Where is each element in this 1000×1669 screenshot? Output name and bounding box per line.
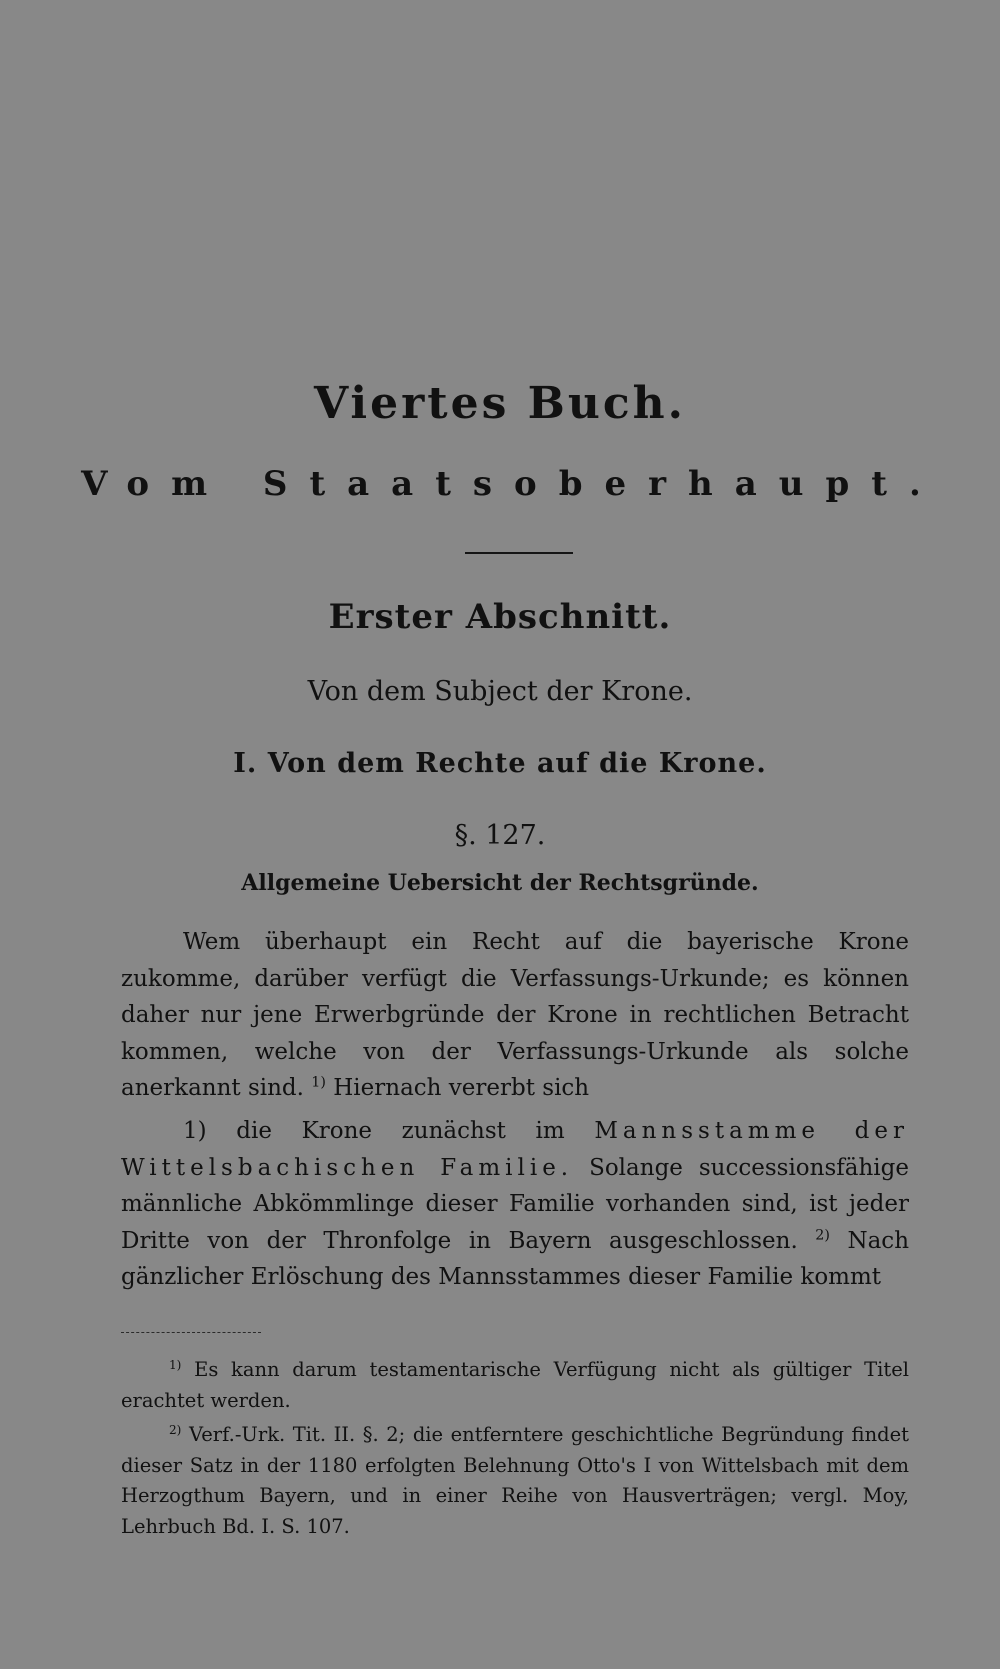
part-title: I. Von dem Rechte auf die Krone. xyxy=(233,748,767,779)
emphasized-spaced-text: Mannsstamme der Wittelsbachischen Familie. xyxy=(121,1118,909,1181)
body-paragraph-1 xyxy=(121,924,909,1107)
section-subtitle: Von dem Subject der Krone. xyxy=(307,676,693,707)
section-title: Erster Abschnitt. xyxy=(328,597,672,637)
body-paragraph-1-text: Wem überhaupt ein Recht auf die bayerische Krone zukomme, darüber verfügt die Verfassungs-Urkunde; es können daher nur jene Erwerbgründe der Krone in rechtlichen Betracht kommen, welche von der Verfassungs-Urkunde als solche anerkannt sind. xyxy=(121,929,909,1101)
body-paragraph-2-text-b: Solange successionsfähige männliche Abkömmlinge dieser Familie vorhanden sind, ist jeder Dritte von der Thronfolge in Bayern ausgeschlossen. xyxy=(121,1154,909,1254)
body-paragraph-2-tail: Nach gänzlicher Erlöschung des Mannsstammes dieser Familie kommt xyxy=(121,1227,910,1290)
paragraph-number: §. 127. xyxy=(454,820,546,851)
footnote-reference-1: 1) xyxy=(311,1074,326,1091)
footnote-reference-2: 2) xyxy=(815,1226,830,1243)
title-divider xyxy=(465,552,573,554)
body-paragraph-2 xyxy=(121,1113,909,1296)
body-paragraph-2-text-a: 1) die Krone zunächst im xyxy=(183,1118,565,1144)
footnote-2 xyxy=(121,1420,909,1542)
paragraph-heading: Allgemeine Uebersicht der Rechtsgründe. xyxy=(241,870,759,896)
book-title: Viertes Buch. xyxy=(314,378,686,429)
footnote-1 xyxy=(121,1355,909,1416)
book-subtitle: Vom Staatsoberhaupt. xyxy=(81,464,943,504)
footnote-text: Verf.-Urk. Tit. II. §. 2; die entferntere geschichtliche Begründung findet dieser Satz in der 1180 erfolgten Belehnung Otto's I von Wittelsbach mit dem Herzogthum Bayern, und in einer Reihe von Hausverträgen; vergl. Moy, Lehrbuch Bd. I. S. 107. xyxy=(121,1423,909,1538)
footnote-marker: 1) xyxy=(169,1357,182,1372)
footnote-text: Es kann darum testamentarische Verfügung nicht als gültiger Titel erachtet werden. xyxy=(121,1358,909,1412)
body-paragraph-1-tail: Hiernach vererbt sich xyxy=(333,1075,590,1101)
footnote-marker: 2) xyxy=(169,1422,182,1437)
footnote-divider xyxy=(121,1332,261,1333)
